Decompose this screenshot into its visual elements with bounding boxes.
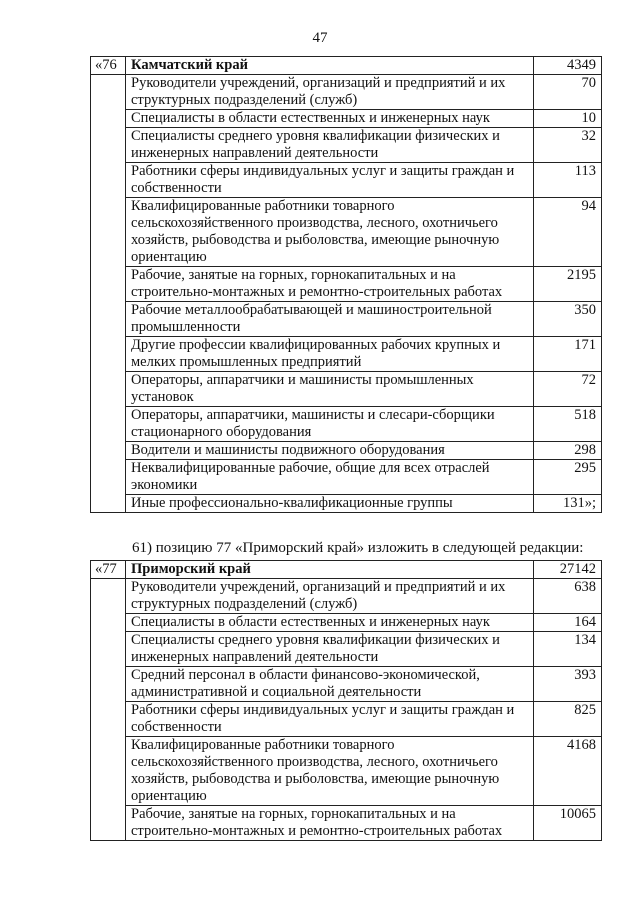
table-row — [91, 407, 602, 442]
region-76-table — [90, 56, 602, 513]
region-total-cell: 4349 — [534, 57, 602, 75]
table-row — [91, 267, 602, 302]
occupation-name-cell: Операторы, аппаратчики и машинисты промышленных установок — [126, 372, 534, 407]
position-code-cell — [91, 302, 126, 337]
table-row — [91, 302, 602, 337]
position-code-cell — [91, 702, 126, 737]
occupation-name-cell: Квалифицированные работники товарного сельскохозяйственного производства, лесного, охотничьего хозяйств, рыбоводства и рыболовства, имеющие рыночную ориентацию — [126, 737, 534, 806]
quota-value-cell: 72 — [534, 372, 602, 407]
quota-value-cell: 295 — [534, 460, 602, 495]
occupation-name-cell: Операторы, аппаратчики, машинисты и слесари-сборщики стационарного оборудования — [126, 407, 534, 442]
position-code-cell — [91, 632, 126, 667]
quota-value-cell: 164 — [534, 614, 602, 632]
region-total-cell: 27142 — [534, 561, 602, 579]
page-number: 47 — [312, 30, 328, 46]
occupation-name-cell: Иные профессионально-квалификационные группы — [126, 495, 534, 513]
quota-value-cell: 32 — [534, 128, 602, 163]
table-row — [91, 495, 602, 513]
position-code-cell — [91, 110, 126, 128]
position-code-cell — [91, 75, 126, 110]
occupation-name-cell: Работники сферы индивидуальных услуг и защиты граждан и собственности — [126, 702, 534, 737]
quota-value-cell: 171 — [534, 337, 602, 372]
occupation-name-cell: Средний персонал в области финансово-экономической, административной и социальной деятельности — [126, 667, 534, 702]
occupation-name-cell: Другие профессии квалифицированных рабочих крупных и мелких промышленных предприятий — [126, 337, 534, 372]
table-row — [91, 372, 602, 407]
table-row — [91, 460, 602, 495]
table-row — [91, 737, 602, 806]
position-code-cell — [91, 198, 126, 267]
position-code-cell — [91, 163, 126, 198]
quota-value-cell: 825 — [534, 702, 602, 737]
table-row — [91, 110, 602, 128]
region-name-cell: Приморский край — [126, 561, 534, 579]
position-code-cell — [91, 806, 126, 841]
quota-value-cell: 134 — [534, 632, 602, 667]
table-row — [91, 632, 602, 667]
region-name-cell: Камчатский край — [126, 57, 534, 75]
quota-value-cell: 350 — [534, 302, 602, 337]
quota-value-cell: 10 — [534, 110, 602, 128]
table-row — [91, 442, 602, 460]
table-header-row — [91, 561, 602, 579]
table-header-row — [91, 57, 602, 75]
position-code-cell — [91, 337, 126, 372]
position-code-cell — [91, 495, 126, 513]
region-77-table — [90, 560, 602, 841]
quota-value-cell: 70 — [534, 75, 602, 110]
table-row — [91, 75, 602, 110]
position-code-cell — [91, 372, 126, 407]
quota-value-cell: 4168 — [534, 737, 602, 806]
table-body — [91, 57, 602, 513]
occupation-name-cell: Специалисты в области естественных и инженерных наук — [126, 614, 534, 632]
table-row — [91, 579, 602, 614]
table-row — [91, 702, 602, 737]
quota-value-cell: 113 — [534, 163, 602, 198]
occupation-name-cell: Рабочие, занятые на горных, горнокапитальных и на строительно-монтажных и ремонтно-строительных работах — [126, 267, 534, 302]
position-code-cell — [91, 407, 126, 442]
quota-value-cell: 10065 — [534, 806, 602, 841]
quota-value-cell: 638 — [534, 579, 602, 614]
table-row — [91, 337, 602, 372]
occupation-name-cell: Рабочие, занятые на горных, горнокапитальных и на строительно-монтажных и ремонтно-строительных работах — [126, 806, 534, 841]
occupation-name-cell: Работники сферы индивидуальных услуг и защиты граждан и собственности — [126, 163, 534, 198]
occupation-name-cell: Специалисты среднего уровня квалификации физических и инженерных направлений деятельности — [126, 128, 534, 163]
table-row — [91, 163, 602, 198]
position-code-cell — [91, 579, 126, 614]
table-row — [91, 198, 602, 267]
position-code-cell — [91, 614, 126, 632]
quota-value-cell: 298 — [534, 442, 602, 460]
position-code-cell: «77 — [91, 561, 126, 579]
quota-value-cell: 518 — [534, 407, 602, 442]
position-code-cell — [91, 460, 126, 495]
table-row — [91, 667, 602, 702]
occupation-name-cell: Квалифицированные работники товарного сельскохозяйственного производства, лесного, охотничьего хозяйств, рыбоводства и рыболовства, имеющие рыночную ориентацию — [126, 198, 534, 267]
occupation-name-cell: Рабочие металлообрабатывающей и машиностроительной промышленности — [126, 302, 534, 337]
position-code-cell — [91, 128, 126, 163]
quota-value-cell: 131»; — [534, 495, 602, 513]
quota-value-cell: 2195 — [534, 267, 602, 302]
table-row — [91, 806, 602, 841]
occupation-name-cell: Специалисты в области естественных и инженерных наук — [126, 110, 534, 128]
position-code-cell — [91, 737, 126, 806]
position-code-cell — [91, 667, 126, 702]
position-code-cell: «76 — [91, 57, 126, 75]
table-row — [91, 614, 602, 632]
table-body — [91, 561, 602, 841]
occupation-name-cell: Руководители учреждений, организаций и предприятий и их структурных подразделений (служб) — [126, 579, 534, 614]
occupation-name-cell: Водители и машинисты подвижного оборудования — [126, 442, 534, 460]
quota-value-cell: 393 — [534, 667, 602, 702]
table-row — [91, 128, 602, 163]
position-code-cell — [91, 442, 126, 460]
occupation-name-cell: Неквалифицированные рабочие, общие для всех отраслей экономики — [126, 460, 534, 495]
position-code-cell — [91, 267, 126, 302]
quota-value-cell: 94 — [534, 198, 602, 267]
occupation-name-cell: Руководители учреждений, организаций и предприятий и их структурных подразделений (служб) — [126, 75, 534, 110]
amendment-paragraph: 61) позицию 77 «Приморский край» изложить в следующей редакции: — [132, 540, 584, 556]
occupation-name-cell: Специалисты среднего уровня квалификации физических и инженерных направлений деятельности — [126, 632, 534, 667]
